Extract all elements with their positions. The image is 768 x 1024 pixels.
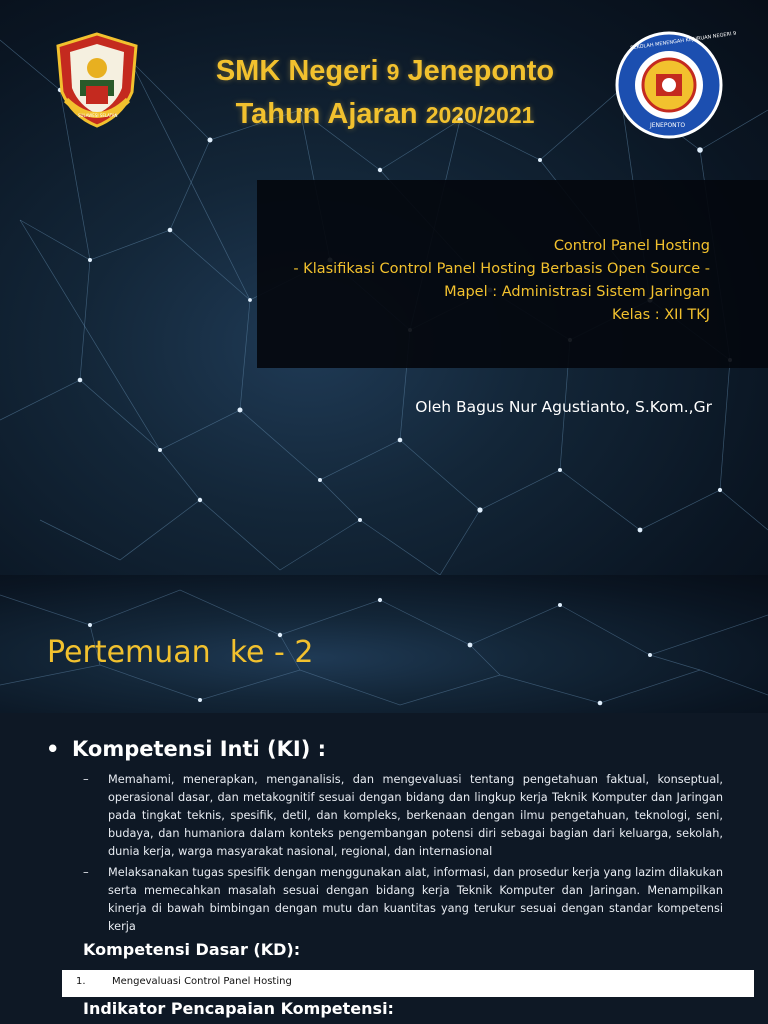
info-line-class: Kelas : XII TKJ (611, 307, 710, 323)
kd-list-box (62, 970, 754, 997)
kd-item-text: Mengevaluasi Control Panel Hosting (112, 976, 292, 987)
kd-item-number: 1. (76, 976, 86, 987)
dash-icon: – (83, 773, 89, 786)
logo-right-ring: SEKOLAH MENENGAH KEJURUAN NEGERI 9 (630, 30, 737, 52)
meeting-title: Pertemuan ke - 2 (47, 635, 314, 670)
logo-left-caption: SULAWESI SELATAN (78, 113, 118, 118)
ki-list-item (83, 864, 723, 936)
school-title (150, 50, 620, 136)
info-line-subject: Mapel : Administrasi Sistem Jaringan (444, 284, 710, 300)
ipk-heading: Indikator Pencapaian Kompetensi: (83, 999, 394, 1018)
dash-icon: – (83, 866, 89, 879)
sulsel-emblem-logo (50, 30, 145, 130)
school-name: SMK Negeri (215, 55, 379, 87)
author-credit: Oleh Bagus Nur Agustianto, S.Kom.,Gr (415, 398, 712, 416)
competency-slide (0, 713, 768, 1024)
year-label: Tahun Ajaran (235, 98, 418, 130)
meeting-slide (0, 575, 768, 713)
info-line-subtopic: - Klasifikasi Control Panel Hosting Berbasis Open Source - (293, 261, 710, 277)
ki-title: Kompetensi Inti (KI) : (72, 737, 327, 761)
ki-list-item (83, 771, 723, 861)
school-year-line (150, 93, 620, 136)
school-name-line (150, 50, 620, 93)
kd-list-item (76, 976, 292, 987)
logo-right-bottom: JENEPONTO (650, 122, 686, 129)
smk-school-logo (612, 30, 737, 140)
school-number: 9 (386, 59, 400, 85)
ki-item-text: Melaksanakan tugas spesifik dengan menggunakan alat, informasi, dan prosedur kerja yang lazim dilakukan serta memecahkan masalah sesuai dengan bidang kerja Teknik Komputer dan Jaringan. Menampilkan kinerja di bawah bimbingan dengan mutu dan kuantitas yang terukur sesuai dengan standar kompetensi kerja (108, 866, 723, 933)
year-value: 2020/2021 (425, 102, 535, 128)
course-info-box (257, 180, 768, 368)
info-line-topic: Control Panel Hosting (553, 238, 710, 254)
school-city: Jeneponto (407, 55, 555, 87)
kd-heading: Kompetensi Dasar (KD): (83, 940, 301, 959)
course-info-lines (293, 235, 710, 327)
bullet-icon: • (46, 737, 60, 761)
ki-item-text: Memahami, menerapkan, menganalisis, dan mengevaluasi tentang pengetahuan faktual, konseptual, operasional dasar, dan metakognitif sesuai dengan bidang dan lingkup kerja Teknik Komputer dan Jaringan pada tingkat teknis, spesifik, detil, dan kompleks, berkenaan dengan ilmu pengetahuan, teknologi, seni, budaya, dan humaniora dalam konteks pengembangan potensi diri sebagai bagian dari keluarga, sekolah, dunia kerja, warga masyarakat nasional, regional, dan internasional (108, 773, 723, 858)
ki-heading (46, 737, 326, 761)
